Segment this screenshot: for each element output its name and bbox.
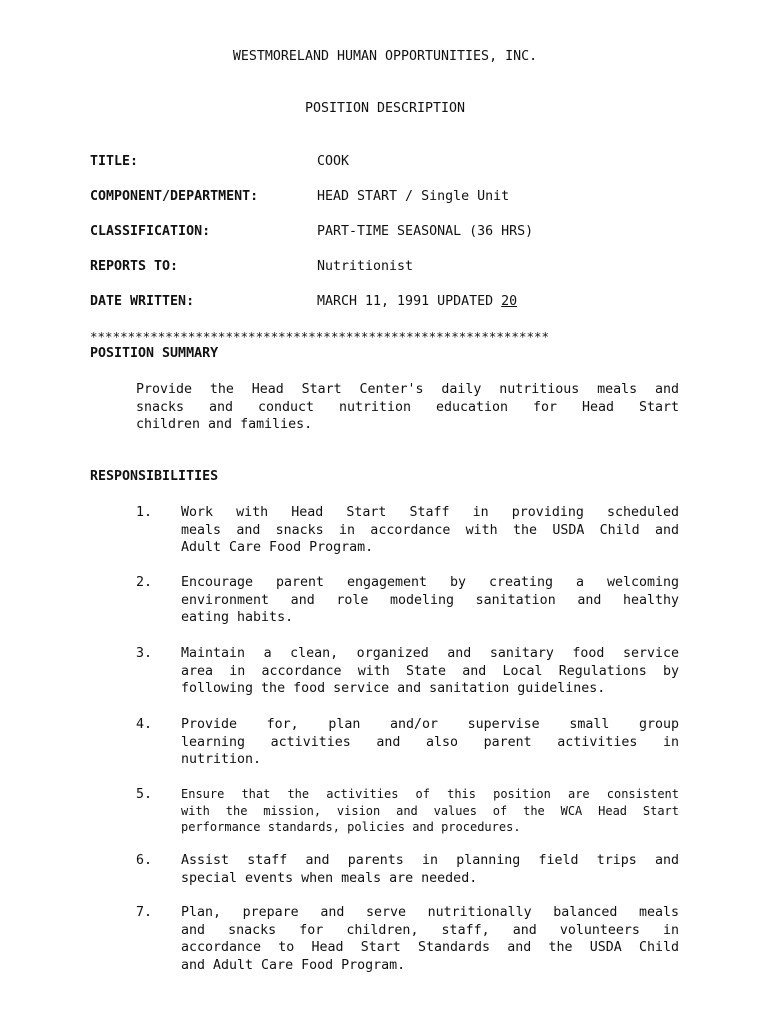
item-line: learning activities and also parent activities in bbox=[181, 734, 679, 750]
summary-line: snacks and conduct nutrition education for Head Start bbox=[136, 399, 679, 415]
item-line: accordance to Head Start Standards and the USDA Child bbox=[181, 940, 679, 956]
org-name: WESTMORELAND HUMAN OPPORTUNITIES, INC. bbox=[232, 49, 538, 64]
item-number: 4. bbox=[136, 717, 153, 732]
item-line: meals and snacks in accordance with the USDA Child and bbox=[181, 522, 679, 538]
list-item bbox=[181, 574, 679, 627]
date-written-main: MARCH 11, 1991 UPDATED bbox=[317, 294, 502, 309]
list-item bbox=[181, 852, 679, 887]
field-label-date-written: DATE WRITTEN: bbox=[90, 294, 195, 309]
field-value-department: HEAD START / Single Unit bbox=[317, 189, 510, 204]
summary-paragraph bbox=[136, 381, 679, 434]
item-line: following the food service and sanitation guidelines. bbox=[181, 681, 606, 697]
item-line: area in accordance with State and Local Regulations by bbox=[181, 663, 679, 679]
item-number: 5. bbox=[136, 787, 153, 802]
field-label-reports-to: REPORTS TO: bbox=[90, 259, 179, 274]
summary-line: Provide the Head Start Center's daily nutritious meals and bbox=[136, 382, 679, 397]
field-label-title: TITLE: bbox=[90, 154, 139, 169]
item-line: Adult Care Food Program. bbox=[181, 540, 374, 556]
item-line: Provide for, plan and/or supervise small group bbox=[181, 717, 679, 732]
doc-type-title: POSITION DESCRIPTION bbox=[304, 101, 466, 116]
list-item bbox=[181, 504, 679, 557]
list-item bbox=[181, 645, 679, 698]
item-number: 2. bbox=[136, 575, 153, 590]
summary-heading: POSITION SUMMARY bbox=[90, 346, 219, 361]
item-line: Ensure that the activities of this position are consistent bbox=[181, 787, 679, 801]
field-value-date-written bbox=[317, 293, 517, 311]
item-line: environment and role modeling sanitation and healthy bbox=[181, 592, 679, 608]
item-line: performance standards, policies and procedures. bbox=[181, 820, 521, 834]
separator-line: ************************************************************* bbox=[90, 329, 550, 344]
list-item bbox=[181, 786, 679, 836]
summary-line: children and families. bbox=[136, 417, 313, 433]
item-line: special events when meals are needed. bbox=[181, 870, 478, 886]
field-value-classification: PART-TIME SEASONAL (36 HRS) bbox=[317, 224, 534, 239]
item-number: 6. bbox=[136, 853, 153, 868]
item-line: Maintain a clean, organized and sanitary food service bbox=[181, 646, 679, 661]
list-item bbox=[181, 716, 679, 769]
item-line: Work with Head Start Staff in providing scheduled bbox=[181, 505, 679, 520]
item-line: Assist staff and parents in planning field trips and bbox=[181, 853, 679, 868]
field-label-department: COMPONENT/DEPARTMENT: bbox=[90, 189, 259, 204]
item-number: 3. bbox=[136, 646, 153, 661]
field-value-reports-to: Nutritionist bbox=[317, 259, 414, 274]
item-line: and Adult Care Food Program. bbox=[181, 957, 406, 973]
item-line: nutrition. bbox=[181, 752, 262, 768]
field-value-title: COOK bbox=[317, 154, 350, 169]
item-line: Encourage parent engagement by creating a welcoming bbox=[181, 575, 679, 590]
list-item bbox=[181, 904, 679, 974]
item-line: and snacks for children, staff, and volunteers in bbox=[181, 922, 679, 938]
item-line: Plan, prepare and serve nutritionally balanced meals bbox=[181, 905, 679, 920]
item-line: eating habits. bbox=[181, 610, 294, 626]
item-number: 1. bbox=[136, 505, 153, 520]
item-number: 7. bbox=[136, 905, 153, 920]
item-line: with the mission, vision and values of the WCA Head Start bbox=[181, 803, 679, 818]
date-written-underlined: 20 bbox=[501, 294, 518, 309]
responsibilities-heading: RESPONSIBILITIES bbox=[90, 469, 219, 484]
field-label-classification: CLASSIFICATION: bbox=[90, 224, 211, 239]
